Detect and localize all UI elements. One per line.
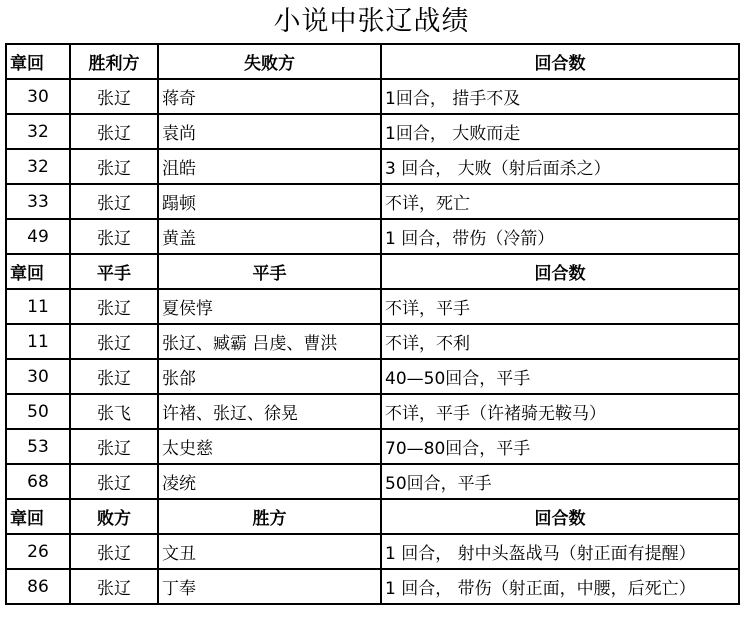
column-header: 失败方 [158,44,381,79]
section-header-row [6,254,739,289]
side-b-cell: 沮皓 [158,149,381,184]
page-title: 小说中张辽战绩 [273,6,470,37]
chapter-cell: 30 [6,359,70,394]
table-row [6,359,739,394]
side-a-cell: 张飞 [70,394,158,429]
rounds-cell: 1 回合，带伤（冷箭） [381,219,739,254]
table-row [6,324,739,359]
chapter-cell: 68 [6,464,70,499]
side-b-cell: 太史慈 [158,429,381,464]
chapter-cell: 50 [6,394,70,429]
side-a-cell: 张辽 [70,534,158,569]
column-header: 章回 [6,44,70,79]
table-row [6,149,739,184]
side-a-cell: 张辽 [70,219,158,254]
side-b-cell: 张郃 [158,359,381,394]
side-a-cell: 张辽 [70,569,158,604]
column-header: 回合数 [381,254,739,289]
column-header: 平手 [70,254,158,289]
side-a-cell: 张辽 [70,79,158,114]
chapter-cell: 53 [6,429,70,464]
rounds-cell: 不详，平手（许褚骑无鞍马） [381,394,739,429]
column-header: 章回 [6,254,70,289]
section-header-row [6,499,739,534]
chapter-cell: 32 [6,114,70,149]
rounds-cell: 不详，死亡 [381,184,739,219]
side-b-cell: 许褚、张辽、徐晃 [158,394,381,429]
chapter-cell: 49 [6,219,70,254]
table-row [6,114,739,149]
column-header: 回合数 [381,499,739,534]
column-header: 败方 [70,499,158,534]
side-b-cell: 黄盖 [158,219,381,254]
chapter-cell: 86 [6,569,70,604]
side-b-cell: 袁尚 [158,114,381,149]
side-b-cell: 夏侯惇 [158,289,381,324]
column-header: 平手 [158,254,381,289]
table-row [6,394,739,429]
side-a-cell: 张辽 [70,114,158,149]
chapter-cell: 33 [6,184,70,219]
column-header: 胜方 [158,499,381,534]
side-b-cell: 张辽、臧霸 吕虔、曹洪 [158,324,381,359]
side-b-cell: 蒋奇 [158,79,381,114]
chapter-cell: 30 [6,79,70,114]
rounds-cell: 不详，不利 [381,324,739,359]
rounds-cell: 40—50回合，平手 [381,359,739,394]
rounds-cell: 3 回合， 大败（射后面杀之） [381,149,739,184]
rounds-cell: 1 回合， 带伤（射正面，中腰，后死亡） [381,569,739,604]
table-row [6,219,739,254]
table-row [6,289,739,324]
section-header-row [6,44,739,79]
battle-record-table [5,43,740,605]
side-a-cell: 张辽 [70,359,158,394]
side-a-cell: 张辽 [70,324,158,359]
chapter-cell: 11 [6,324,70,359]
side-a-cell: 张辽 [70,149,158,184]
chapter-cell: 26 [6,534,70,569]
table-row [6,569,739,604]
rounds-cell: 1回合， 大败而走 [381,114,739,149]
chapter-cell: 32 [6,149,70,184]
table-row [6,79,739,114]
table-row [6,429,739,464]
table-row [6,534,739,569]
rounds-cell: 70—80回合，平手 [381,429,739,464]
side-a-cell: 张辽 [70,289,158,324]
table-row [6,464,739,499]
rounds-cell: 不详，平手 [381,289,739,324]
column-header: 胜利方 [70,44,158,79]
side-b-cell: 丁奉 [158,569,381,604]
rounds-cell: 1 回合， 射中头盔战马（射正面有提醒） [381,534,739,569]
side-b-cell: 凌统 [158,464,381,499]
side-a-cell: 张辽 [70,184,158,219]
side-b-cell: 蹋顿 [158,184,381,219]
side-a-cell: 张辽 [70,429,158,464]
table-body [6,44,739,604]
rounds-cell: 50回合，平手 [381,464,739,499]
column-header: 回合数 [381,44,739,79]
side-b-cell: 文丑 [158,534,381,569]
side-a-cell: 张辽 [70,464,158,499]
table-row [6,184,739,219]
rounds-cell: 1回合， 措手不及 [381,79,739,114]
chapter-cell: 11 [6,289,70,324]
column-header: 章回 [6,499,70,534]
